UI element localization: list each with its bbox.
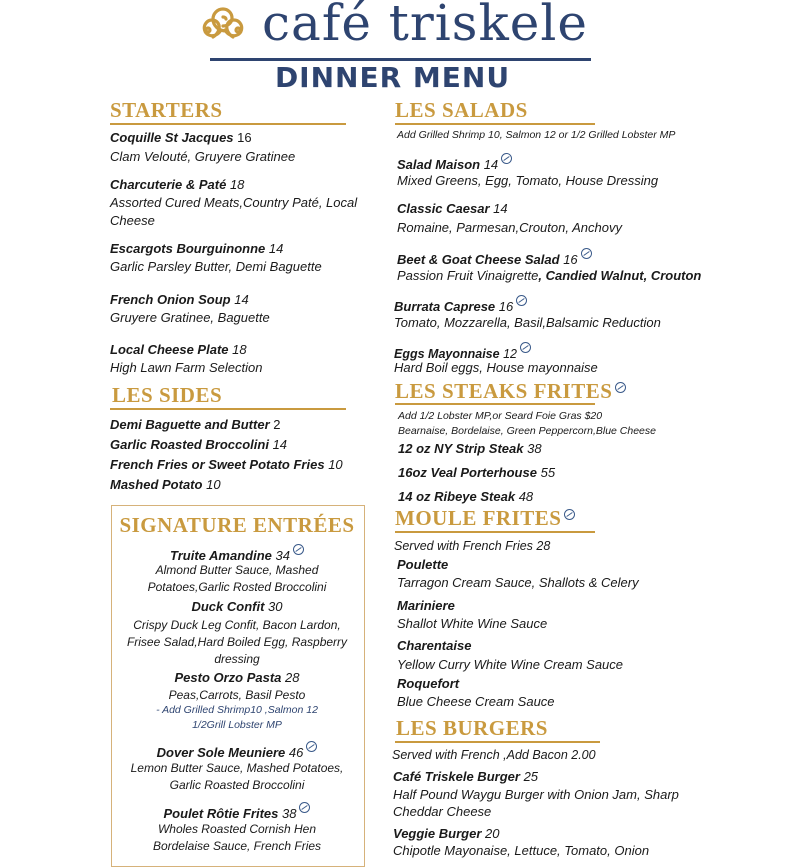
side-item: Demi Baguette and Butter 2 bbox=[110, 417, 281, 432]
entree-desc: Potatoes,Garlic Rosted Broccolini bbox=[147, 580, 327, 594]
burger-desc: Chipotle Mayonaise, Lettuce, Tomato, Onion bbox=[393, 843, 650, 858]
steak-item: 12 oz NY Strip Steak 38 bbox=[398, 441, 542, 456]
entree-desc: dressing bbox=[214, 652, 260, 666]
entrees-heading: SIGNATURE ENTRÉES bbox=[119, 513, 355, 537]
salads-heading: LES SALADS bbox=[395, 98, 528, 122]
starter-item: Local Cheese Plate 18 bbox=[110, 342, 247, 357]
moules-heading: MOULE FRITES bbox=[395, 506, 575, 531]
entree-desc: Lemon Butter Sauce, Mashed Potatoes, bbox=[130, 761, 344, 775]
vegetarian-icon bbox=[564, 509, 575, 520]
starter-desc: Assorted Cured Meats,Country Paté, Local bbox=[110, 195, 358, 210]
entree-desc: Frisee Salad,Hard Boiled Egg, Raspberry bbox=[126, 635, 348, 649]
vegetarian-icon bbox=[501, 153, 512, 164]
sides-heading: LES SIDES bbox=[112, 383, 223, 407]
starter-desc: Garlic Parsley Butter, Demi Baguette bbox=[110, 259, 322, 274]
starters-heading: STARTERS bbox=[110, 98, 223, 122]
burger-desc: Half Pound Waygu Burger with Onion Jam, Sharp bbox=[393, 787, 679, 802]
salad-desc: Passion Fruit Vinaigrette, Candied Walnut, Crouton bbox=[397, 268, 702, 283]
moule-desc: Yellow Curry White Wine Cream Sauce bbox=[397, 657, 624, 672]
vegetarian-icon bbox=[615, 382, 626, 393]
entree-desc: Garlic Roasted Broccolini bbox=[169, 778, 305, 792]
starter-desc: High Lawn Farm Selection bbox=[110, 360, 263, 375]
entree-item: Dover Sole Meuniere 46 bbox=[111, 741, 363, 762]
salad-item: Eggs Mayonnaise 12 bbox=[394, 342, 531, 363]
entree-item: Duck Confit 30 bbox=[191, 599, 283, 614]
steak-item: 16oz Veal Porterhouse 55 bbox=[398, 465, 556, 480]
entree-item: Pesto Orzo Pasta 28 bbox=[174, 670, 300, 685]
salad-desc: Romaine, Parmesan,Crouton, Anchovy bbox=[397, 220, 622, 235]
salad-item: Beet & Goat Cheese Salad 16 bbox=[397, 248, 592, 269]
burgers-heading: LES BURGERS bbox=[396, 716, 548, 740]
burger-item: Veggie Burger 20 bbox=[393, 826, 500, 841]
burger-item: Café Triskele Burger 25 bbox=[393, 769, 539, 784]
steak-item: 14 oz Ribeye Steak 48 bbox=[398, 489, 534, 504]
moules-divider bbox=[395, 531, 595, 533]
entree-item: Poulet Rôtie Frites 38 bbox=[111, 802, 363, 823]
salad-desc: Mixed Greens, Egg, Tomato, House Dressing bbox=[397, 173, 659, 188]
steaks-heading: LES STEAKS FRITES bbox=[395, 379, 626, 404]
starter-item: Charcuterie & Paté 18 bbox=[110, 177, 245, 192]
starters-divider bbox=[110, 123, 346, 125]
entree-desc: Bordelaise Sauce, French Fries bbox=[152, 839, 322, 853]
salad-desc: Tomato, Mozzarella, Basil,Balsamic Reduction bbox=[394, 315, 661, 330]
moule-desc: Blue Cheese Cream Sauce bbox=[397, 694, 555, 709]
starter-desc: Cheese bbox=[110, 213, 155, 228]
moule-desc: Tarragon Cream Sauce, Shallots & Celery bbox=[397, 575, 639, 590]
side-item: Mashed Potato 10 bbox=[110, 477, 221, 492]
entree-note: - Add Grilled Shrimp10 ,Salmon 12 bbox=[156, 704, 318, 716]
moules-note: Served with French Fries 28 bbox=[394, 539, 551, 553]
moule-item: Poulette bbox=[397, 557, 449, 572]
starter-item: Escargots Bourguinonne 14 bbox=[110, 241, 284, 256]
entree-desc: Crispy Duck Leg Confit, Bacon Lardon, bbox=[133, 618, 341, 632]
entree-note: 1/2Grill Lobster MP bbox=[192, 719, 282, 731]
salad-item: Classic Caesar 14 bbox=[397, 201, 508, 216]
vegetarian-icon bbox=[293, 544, 304, 555]
vegetarian-icon bbox=[299, 802, 310, 813]
entree-desc: Almond Butter Sauce, Mashed bbox=[155, 563, 319, 577]
moule-item: Charentaise bbox=[397, 638, 472, 653]
burger-desc: Cheddar Cheese bbox=[393, 804, 492, 819]
side-item: French Fries or Sweet Potato Fries 10 bbox=[110, 457, 343, 472]
moule-item: Roquefort bbox=[397, 676, 460, 691]
salads-note: Add Grilled Shrimp 10, Salmon 12 or 1/2 Grilled Lobster MP bbox=[397, 129, 676, 141]
salad-item: Salad Maison 14 bbox=[397, 153, 512, 174]
steaks-divider bbox=[395, 403, 595, 405]
starter-item: Coquille St Jacques 16 bbox=[110, 130, 252, 145]
vegetarian-icon bbox=[520, 342, 531, 353]
steaks-note: Bearnaise, Bordelaise, Green Peppercorn,Blue Cheese bbox=[398, 425, 656, 437]
vegetarian-icon bbox=[306, 741, 317, 752]
starter-desc: Gruyere Gratinee, Baguette bbox=[110, 310, 270, 325]
moule-item: Mariniere bbox=[397, 598, 455, 613]
menu-subtitle: DINNER MENU bbox=[274, 61, 511, 94]
side-item: Garlic Roasted Broccolini 14 bbox=[110, 437, 288, 452]
salad-item: Burrata Caprese 16 bbox=[394, 295, 527, 316]
entree-desc: Wholes Roasted Cornish Hen bbox=[157, 822, 317, 836]
starter-item: French Onion Soup 14 bbox=[110, 292, 249, 307]
vegetarian-icon bbox=[581, 248, 592, 259]
restaurant-title: café triskele bbox=[262, 0, 588, 52]
burgers-note: Served with French ,Add Bacon 2.00 bbox=[392, 748, 596, 762]
sides-divider bbox=[110, 408, 346, 410]
burgers-divider bbox=[395, 741, 600, 743]
moule-desc: Shallot White Wine Sauce bbox=[397, 616, 548, 631]
entree-item: Truite Amandine 34 bbox=[111, 544, 363, 565]
salad-desc: Hard Boil eggs, House mayonnaise bbox=[394, 360, 598, 375]
triskele-spiral-icon bbox=[193, 0, 253, 56]
entree-desc: Peas,Carrots, Basil Pesto bbox=[168, 688, 306, 702]
starter-desc: Clam Velouté, Gruyere Gratinee bbox=[110, 149, 296, 164]
vegetarian-icon bbox=[516, 295, 527, 306]
salads-divider bbox=[395, 123, 595, 125]
steaks-note: Add 1/2 Lobster MP,or Seard Foie Gras $20 bbox=[398, 410, 603, 422]
